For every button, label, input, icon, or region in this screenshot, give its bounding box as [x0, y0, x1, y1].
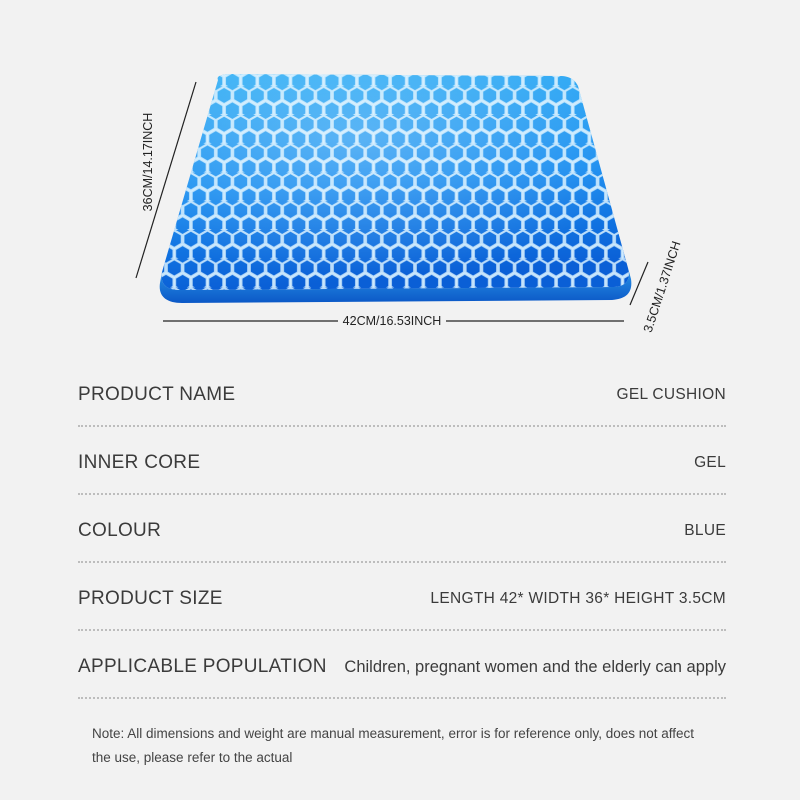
row-divider	[78, 629, 726, 631]
spec-value: GEL CUSHION	[616, 386, 726, 403]
spec-value: GEL	[694, 454, 726, 471]
honeycomb-pattern	[150, 70, 640, 300]
row-divider	[78, 493, 726, 495]
length-dimension-label: 42CM/16.53INCH	[342, 314, 442, 328]
spec-value: BLUE	[684, 522, 726, 539]
height-dimension-label: 3.5CM/1.37INCH	[640, 239, 684, 335]
spec-row-product-size	[78, 574, 726, 642]
spec-row-product-name	[78, 370, 726, 438]
spec-row-colour	[78, 506, 726, 574]
spec-row-inner-core	[78, 438, 726, 506]
spec-label: PRODUCT NAME	[78, 384, 236, 405]
spec-value: Children, pregnant women and the elderly can apply	[344, 658, 726, 676]
spec-label: COLOUR	[78, 520, 162, 541]
product-figure	[0, 0, 800, 350]
product-figure-svg	[0, 0, 800, 350]
row-divider	[78, 697, 726, 699]
height-dimension-line	[630, 262, 648, 305]
spec-table	[78, 370, 726, 710]
spec-label: PRODUCT SIZE	[78, 588, 223, 609]
spec-label: INNER CORE	[78, 452, 201, 473]
spec-label: APPLICABLE POPULATION	[78, 656, 327, 677]
disclaimer-note: Note: All dimensions and weight are manual measurement, error is for reference only, does not affect the use, please refer to the actual	[92, 726, 695, 765]
row-divider	[78, 425, 726, 427]
row-divider	[78, 561, 726, 563]
width-dimension-label: 36CM/14.17INCH	[141, 112, 155, 212]
spec-value: LENGTH 42* WIDTH 36* HEIGHT 3.5CM	[430, 590, 726, 607]
spec-row-applicable-population	[78, 642, 726, 710]
